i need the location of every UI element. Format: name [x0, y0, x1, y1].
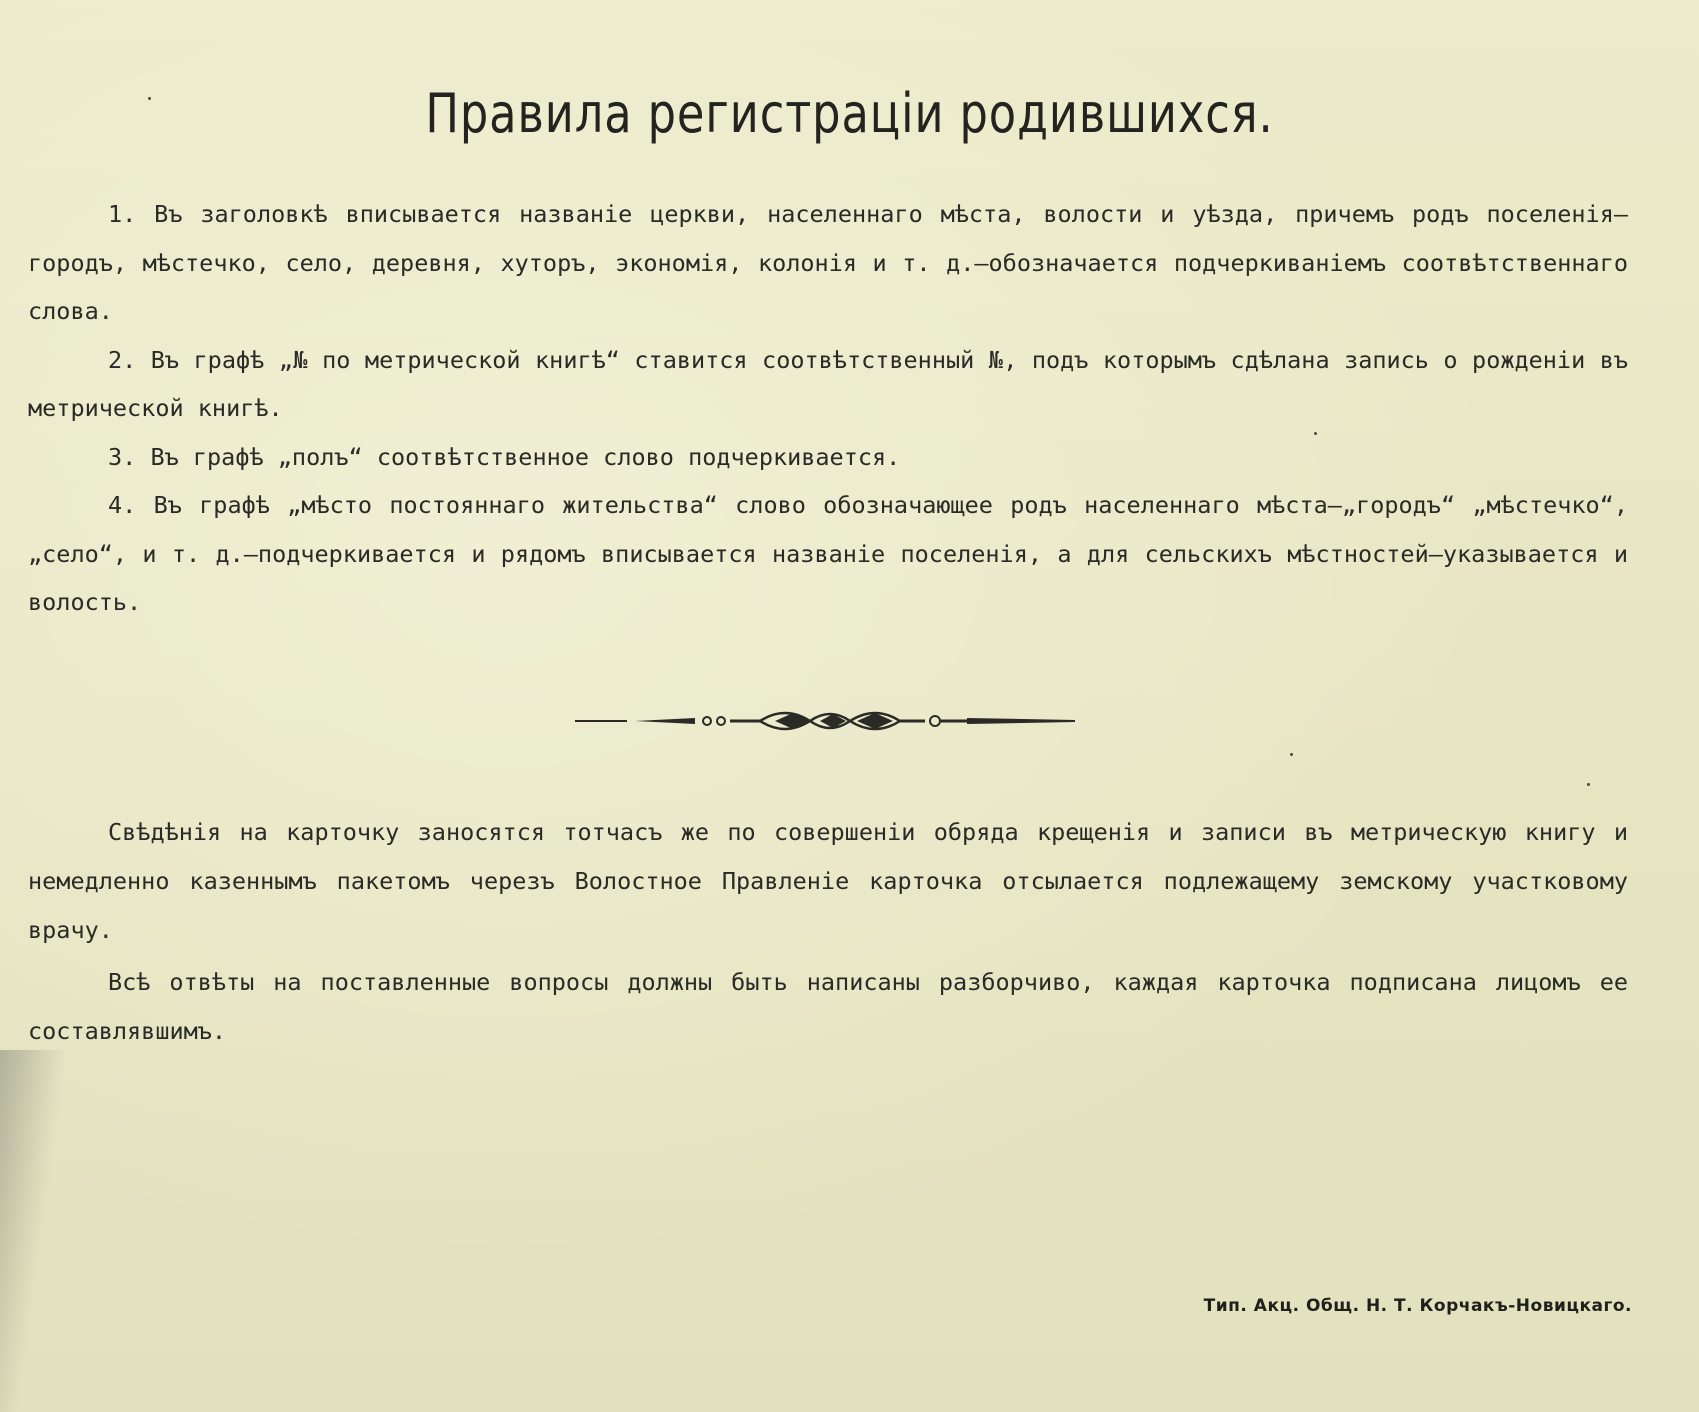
- notes-section: [28, 808, 1628, 1056]
- page-title: Правила регистраціи родившихся.: [425, 82, 1274, 145]
- rule-paragraph-1: 1. Въ заголовкѣ вписывается названіе церкви, населеннаго мѣста, волости и уѣзда, причемъ родъ поселенія—городъ, мѣстечко, село, деревня, хуторъ, экономія, колонія и т. д.—обозначается подчеркиваніемъ соотвѣтственнаго слова.: [28, 200, 1628, 325]
- note-paragraph-2: Всѣ отвѣты на поставленные вопросы должны быть написаны разборчиво, каждая карточка подписана лицомъ ее составлявшимъ.: [28, 968, 1628, 1045]
- rule-paragraph-3: 3. Въ графѣ „полъ“ соотвѣтственное слово подчеркивается.: [108, 442, 901, 471]
- rule-paragraph-2: 2. Въ графѣ „№ по метрической книгѣ“ ставится соотвѣтственный №, подъ которымъ сдѣлана запись о рожденіи въ метрической книгѣ.: [28, 345, 1628, 422]
- printer-imprint: Тип. Акц. Общ. Н. Т. Корчакъ-Новицкаго.: [1203, 1296, 1632, 1316]
- paper-speck: [1290, 753, 1293, 756]
- note-paragraph-1: Свѣдѣнія на карточку заносятся тотчасъ же по совершеніи обряда крещенія и записи въ метрическую книгу и немедленно казеннымъ пакетомъ черезъ Волостное Правленіе карточка отсылается подлежащему земскому участковому врачу.: [28, 818, 1628, 944]
- paper-speck: [148, 97, 151, 100]
- rules-section: [28, 190, 1628, 627]
- rule-paragraph-4: 4. Въ графѣ „мѣсто постояннаго жительства“ слово обозначающее родъ населеннаго мѣста—„городъ“ „мѣстечко“, „село“, и т. д.—подчеркивается и рядомъ вписывается названіе поселенія, а для сельскихъ мѣстностей—указывается и волость.: [28, 491, 1628, 616]
- paper-speck: [1587, 783, 1590, 786]
- paper-speck: [1314, 432, 1317, 435]
- ornament-divider-icon: [575, 703, 1075, 739]
